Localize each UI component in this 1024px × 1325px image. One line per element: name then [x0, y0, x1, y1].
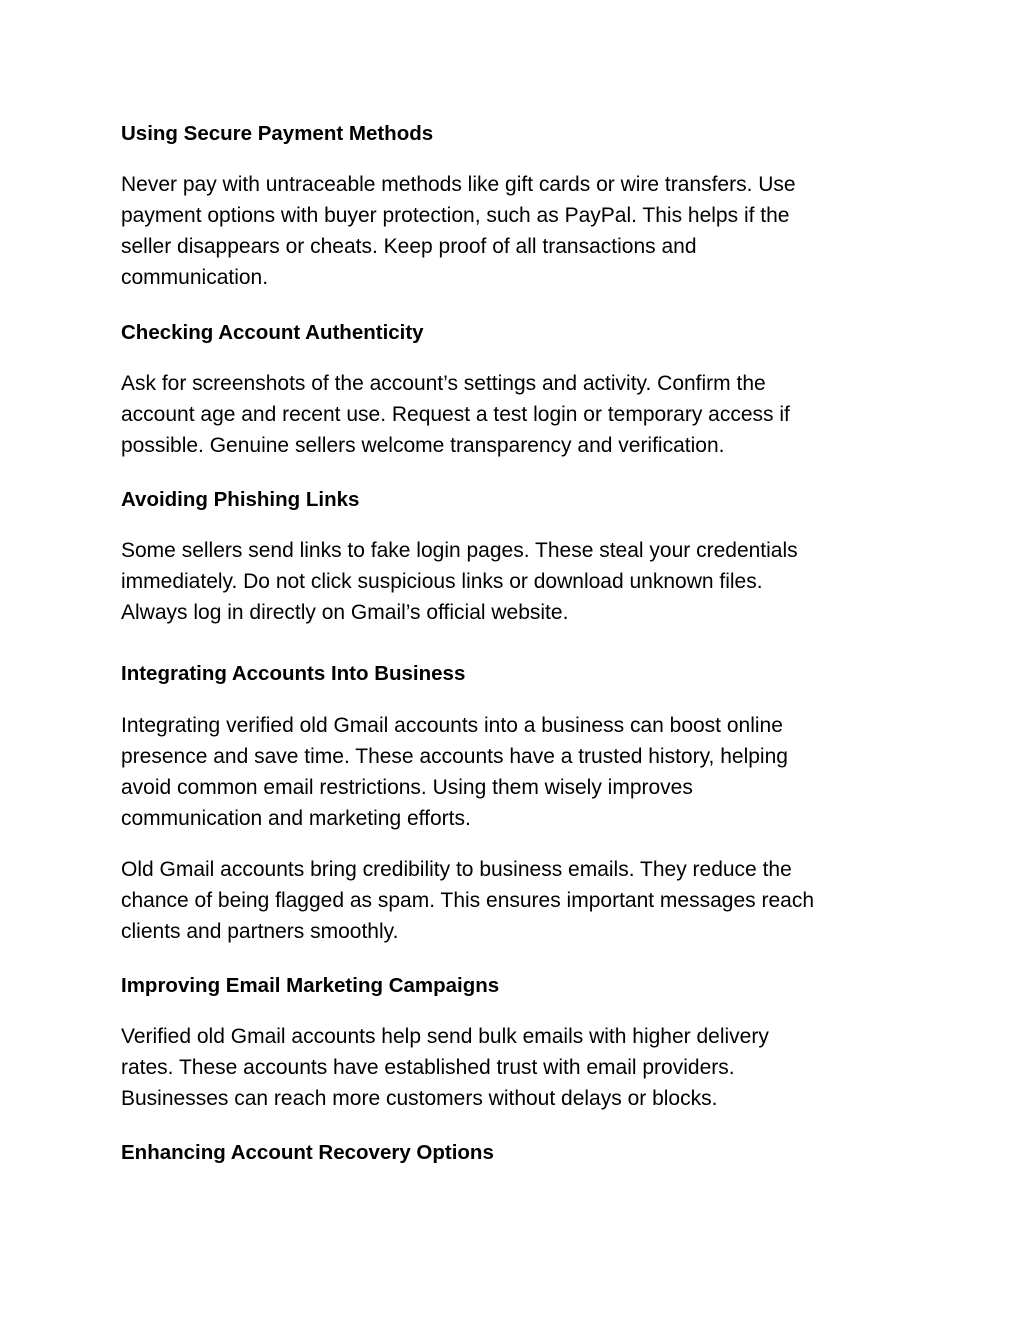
text-line: communication and marketing efforts. [121, 807, 471, 830]
text-line: clients and partners smoothly. [121, 920, 399, 943]
text-line: rates. These accounts have established trust with email providers. [121, 1056, 735, 1079]
text-line: immediately. Do not click suspicious links or download unknown files. [121, 570, 763, 593]
paragraph-integrating-accounts [121, 710, 788, 834]
text-line: Integrating verified old Gmail accounts into a business can boost online [121, 714, 783, 737]
text-line: account age and recent use. Request a test login or temporary access if [121, 403, 790, 426]
text-line: chance of being flagged as spam. This ensures important messages reach [121, 889, 814, 912]
paragraph-account-authenticity [121, 368, 790, 461]
text-line: presence and save time. These accounts have a trusted history, helping [121, 745, 788, 768]
text-line: avoid common email restrictions. Using them wisely improves [121, 776, 693, 799]
text-line: Old Gmail accounts bring credibility to business emails. They reduce the [121, 858, 792, 881]
text-line: Ask for screenshots of the account’s settings and activity. Confirm the [121, 372, 766, 395]
heading-secure-payment: Using Secure Payment Methods [121, 122, 434, 145]
paragraph-email-marketing [121, 1021, 769, 1114]
heading-account-authenticity: Checking Account Authenticity [121, 321, 424, 344]
text-line: Never pay with untraceable methods like gift cards or wire transfers. Use [121, 173, 796, 196]
text-line: payment options with buyer protection, such as PayPal. This helps if the [121, 204, 790, 227]
heading-account-recovery: Enhancing Account Recovery Options [121, 1141, 494, 1164]
text-line: Always log in directly on Gmail’s official website. [121, 601, 569, 624]
text-line: Businesses can reach more customers without delays or blocks. [121, 1087, 718, 1110]
text-line: seller disappears or cheats. Keep proof of all transactions and [121, 235, 697, 258]
paragraph-business-credibility [121, 854, 814, 947]
heading-phishing-links: Avoiding Phishing Links [121, 488, 360, 511]
paragraph-phishing-links [121, 535, 798, 628]
heading-integrating-accounts: Integrating Accounts Into Business [121, 662, 466, 685]
paragraph-secure-payment [121, 169, 796, 293]
text-line: communication. [121, 266, 269, 289]
heading-email-marketing: Improving Email Marketing Campaigns [121, 974, 500, 997]
text-line: Verified old Gmail accounts help send bulk emails with higher delivery [121, 1025, 769, 1048]
text-line: possible. Genuine sellers welcome transparency and verification. [121, 434, 725, 457]
text-line: Some sellers send links to fake login pages. These steal your credentials [121, 539, 798, 562]
